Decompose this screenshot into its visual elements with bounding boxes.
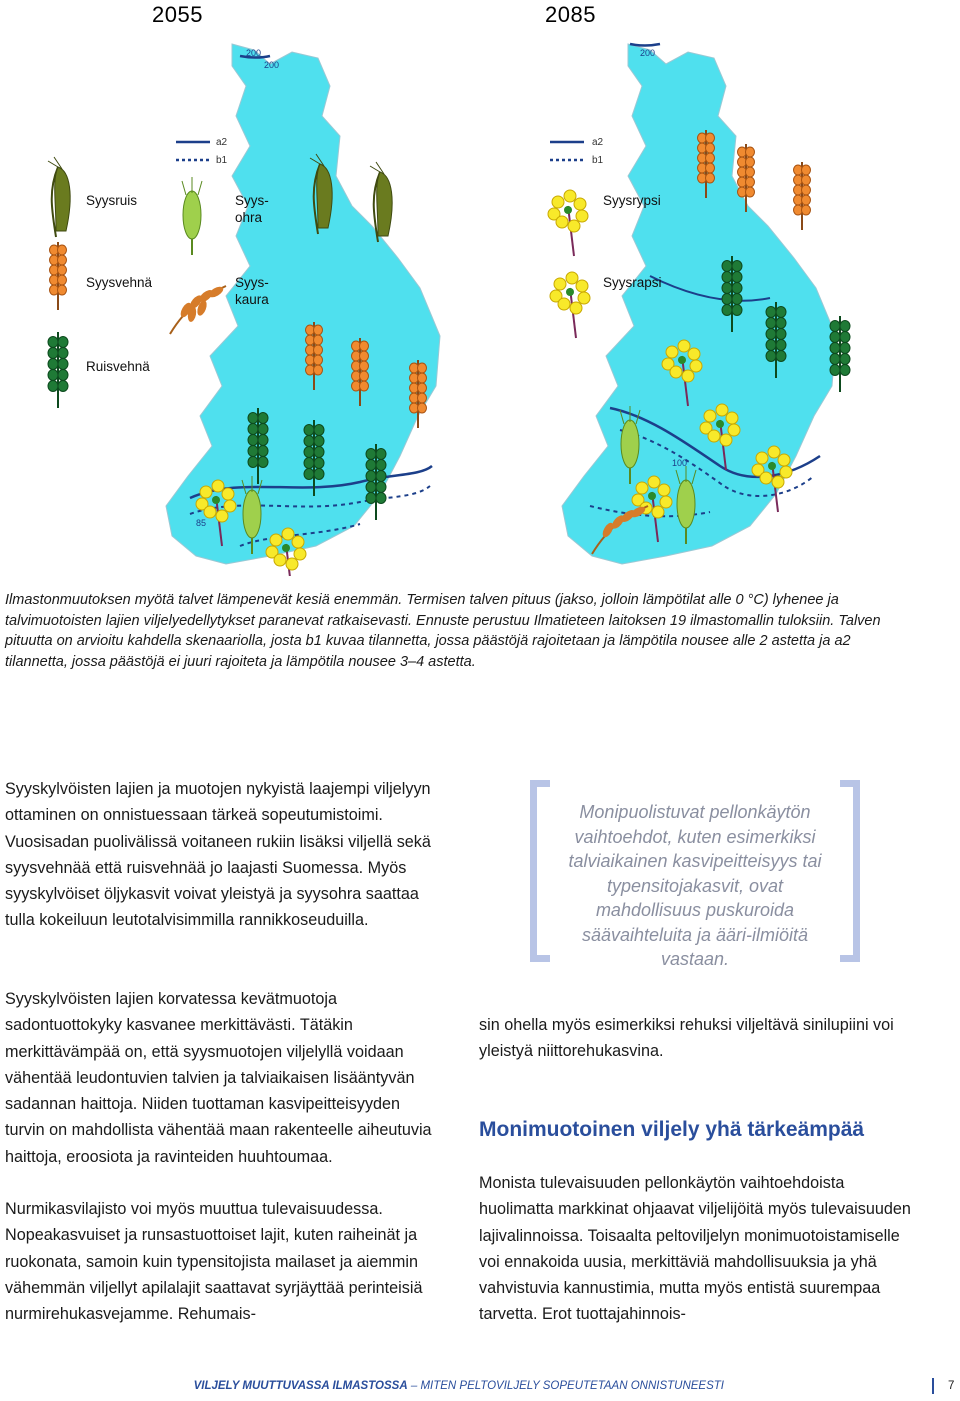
- col1-paragraph-1: Syyskylvöisten lajien ja muotojen nykyistä laajempi viljelyyn ottaminen on onnistuessaan tärkeä sopeutumistoimi. Vuosisadan puolivälissä voitaneen rukiin lisäksi viljellä sekä syysvehnää että ruisvehnää jo laajasti Suomessa. Myös syyskylvöiset öljykasvit voivat yleistyä ja syysohra saattaa tulla kokeiluun leutotalvisimmilla rannikkoseuduilla.: [5, 780, 431, 930]
- contour-label-85: 85: [196, 518, 207, 528]
- figure-caption: Ilmastonmuutoksen myötä talvet lämpenevät kesiä enemmän. Termisen talven pituus (jakso, jolloin lämpötilat alle 0 °C) lyhenee ja talvimuotoisten lajien viljelyedellytykset paranevat ratkaisevasti. Ennuste perustuu Ilmatieteen laitoksen 19 ilmastomallin tuloksiin. Talven pituutta on arvioitu kahdella skenaariolla, josta b1 kuvaa tilannetta, jossa päästöjä rajoitetaan ja lämpötila nousee alle 2 astetta ja a2 tilannetta, jossa päästöjä ei juuri rajoiteta ja lämpötila nousee 3–4 astetta.: [5, 592, 881, 670]
- col1-paragraph-3: Nurmikasvilajisto voi myös muuttua tulevaisuudessa. Nopeakasvuiset ja runsastuottoiset lajit, kuten raiheinät ja ruokonata, samoin kuin typensitojista mailaset ja aiemmin vähemmän viljellyt apilalajit saattavat syrjäyttää perinteisiä nurmirehukasvejamme. Rehumais-: [5, 1200, 423, 1324]
- page-footer: [0, 1378, 960, 1396]
- footer-title: [194, 1380, 724, 1392]
- finland-land-2085: [562, 44, 836, 564]
- map-title-2055: 2055: [152, 2, 203, 27]
- legend-label-syysrapsi: Syysrapsi: [603, 275, 662, 290]
- footer-dash: –: [407, 1380, 421, 1392]
- legend-label-syysrypsi: Syysrypsi: [603, 193, 661, 208]
- col2-paragraph-2: Monista tulevaisuuden pellonkäytön vaihtoehdoista huolimatta markkinat ohjaavat viljelijöitä myös tulevaisuuden lajivalinnoissa. Toisaalta peltoviljelyn monimuotoistamiselle voi ennakoida uusia, merkittäviä mahdollisuuksia ja yhä vahvistuvia kannustimia, mutta myös entistä suurempaa tarvetta. Erot tuottajahinnois-: [479, 1174, 911, 1324]
- quote-bracket-right: [840, 780, 860, 962]
- rapeseed-icon-legend-2: [550, 272, 590, 338]
- legend-label-syyskaura: Syys- kaura: [235, 275, 269, 307]
- col2-paragraph-1: sin ohella myös esimerkiksi rehuksi viljeltävä sinilupiini voi yleistyä niittorehukasvina.: [479, 1016, 894, 1061]
- triticale-icon: [48, 332, 68, 408]
- legend-label-syysruis: Syysruis: [86, 193, 138, 208]
- quote-bracket-left: [530, 780, 550, 962]
- contour-label-200-r: 200: [640, 48, 656, 58]
- legend-label-syysvehna: Syysvehnä: [86, 275, 153, 290]
- map-wheat-r3: [794, 162, 811, 230]
- legend-label-a2: a2: [216, 137, 228, 148]
- map-title-2085: 2085: [545, 2, 596, 27]
- map-trit-r3: [830, 316, 850, 392]
- finland-map-2085-svg: [470, 36, 910, 576]
- pull-quote: [530, 780, 860, 969]
- legend-label-syysohra: Syys- ohra: [235, 193, 269, 225]
- col1-paragraph-2: Syyskylvöisten lajien korvatessa kevätmuotoja sadontuottokyky kasvanee merkittävästi. Tätäkin merkittävämpää on, että syysmuotojen viljelyllä voidaan vähentää leudontuvien talvien ja talviaikaisen lisääntyvän sadannan haittoja. Niiden tuottaman kasvipeitteisyyden turvin on mahdollista vähentää maan rakenteelle aiheutuvia haittoja, eroosiota ja ravinteiden huuhtoumaa.: [5, 990, 432, 1166]
- map-trit-3: [366, 444, 386, 520]
- wheat-icon: [50, 242, 67, 310]
- contour-label-200a: 200: [246, 48, 262, 58]
- footer-separator: [932, 1378, 934, 1394]
- rye-icon: [48, 157, 70, 237]
- legend-label-a2-r: a2: [592, 137, 604, 148]
- contour-label-100-r: 100: [672, 458, 688, 468]
- footer-subtitle: MITEN PELTOVILJELY SOPEUTETAAN ONNISTUNEESTI: [420, 1380, 724, 1392]
- map-2085: [470, 36, 910, 576]
- legend-label-ruisvehna: Ruisvehnä: [86, 359, 150, 374]
- barley-icon: [182, 177, 202, 255]
- footer-title-bold: VILJELY MUUTTUVASSA ILMASTOSSA: [193, 1380, 408, 1392]
- legend-label-b1-r: b1: [592, 155, 604, 166]
- pull-quote-text: Monipuolistuvat pellonkäytön vaihtoehdot, kuten esimerkiksi talviaikainen kasvipeitteisyys tai typensitojakasvit, ovat mahdollisuus puskuroida säävaihteluita ja ääri-ilmiöitä vastaan.: [568, 802, 822, 969]
- page-number: 7: [948, 1380, 955, 1392]
- section-heading: Monimuotoinen viljely yhä tärkeämpää: [479, 1118, 865, 1141]
- oat-icon: [170, 285, 226, 334]
- rapeseed-icon-legend-1: [548, 190, 588, 256]
- contour-label-200b: 200: [264, 60, 280, 70]
- legend-label-b1: b1: [216, 155, 228, 166]
